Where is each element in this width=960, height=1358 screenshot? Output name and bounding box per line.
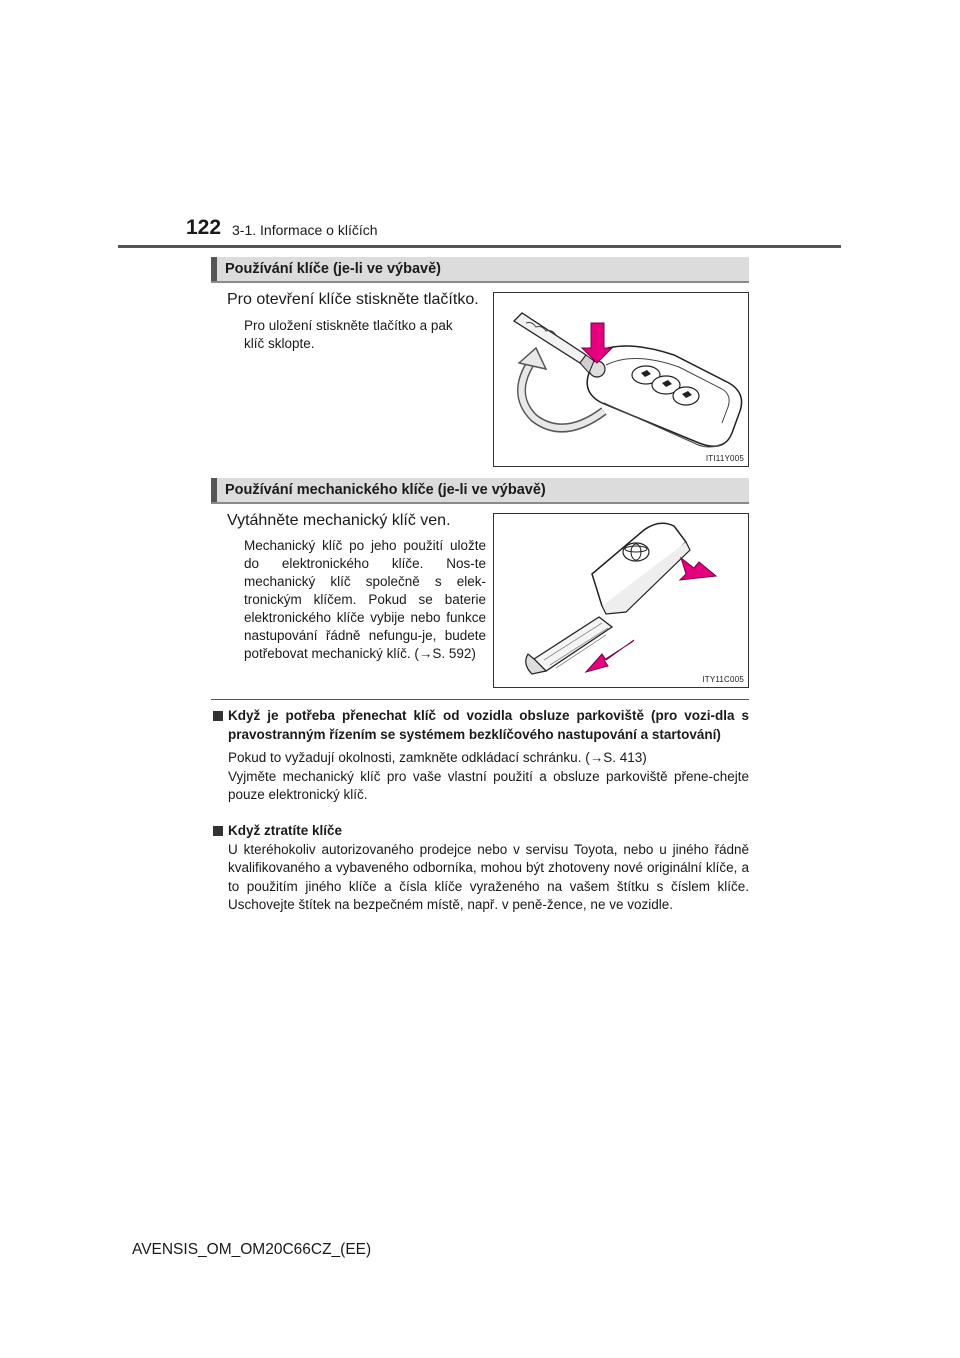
note-body: U kteréhokoliv autorizovaného prodejce nebo v servisu Toyota, nebo u jiného řádně kvalifikovaného a vybaveného odborníka, mohou být zhotoveny nové originální klíče, a to použitím jiného klíče a čísla klíče vyraženého na vašem štítku s číslem klíče. Uschovejte štítek na bezpečném místě, např. v peně-žence, ne ve vozidle. [228, 841, 749, 912]
step-note: Mechanický klíč po jeho použití uložte do elektronického klíče. Nos-te mechanický klíč společně s elek-tronickým klíčem. Pokud se baterie elektronického klíče vybije nebo funkce nastupování řádně nefungu-je, budete potřebovat mechanický klíč. (→S. 592) [244, 538, 486, 661]
section-heading-mechanical-key [211, 478, 749, 504]
section-title: Používání mechanického klíče (je-li ve výbavě) [225, 482, 546, 498]
figure-code: ITI11Y005 [705, 454, 744, 463]
page-number: 122 [186, 216, 222, 239]
figure-flip-key [493, 292, 749, 467]
key-fob-body [587, 346, 741, 446]
section-heading-key-usage [211, 257, 749, 283]
note-lost-keys [211, 822, 749, 915]
header-divider [118, 245, 841, 248]
chapter-title: 3-1. Informace o klíčích [232, 222, 378, 238]
note-heading: Když je potřeba přenechat klíč od vozidla obsluze parkoviště (pro vozi-dla s pravostranným řízením se systémem bezklíčového nastupování a startování) [211, 707, 749, 744]
smart-key-illustration [494, 514, 750, 689]
step-note-line: Pro uložení stiskněte tlačítko a pak [244, 318, 453, 333]
step-instruction: Pro otevření klíče stiskněte tlačítko. [227, 291, 479, 308]
key-blade [514, 313, 586, 363]
note-heading: Když ztratíte klíče [211, 822, 749, 841]
note-valet [211, 707, 749, 805]
figure-code: ITY11C005 [702, 675, 744, 684]
note-body: Pokud to vyžadují okolnosti, zamkněte odkládací schránku. (→S. 413) [228, 750, 647, 765]
document-code: AVENSIS_OM_OM20C66CZ_(EE) [132, 1241, 372, 1258]
notes-divider [211, 699, 749, 700]
section-title: Používání klíče (je-li ve výbavě) [225, 261, 441, 277]
step-instruction: Vytáhněte mechanický klíč ven. [227, 512, 451, 529]
pull-arrow-icon [586, 640, 634, 672]
step-note-line: klíč sklopte. [244, 336, 315, 351]
note-body: Vyjměte mechanický klíč pro vaše vlastní použití a obsluze parkoviště přene-chejte pouze elektronický klíč. [228, 768, 749, 802]
figure-mechanical-key [493, 513, 749, 688]
step-note [244, 317, 486, 353]
flip-key-illustration [494, 293, 750, 468]
press-arrow-icon [680, 558, 716, 580]
